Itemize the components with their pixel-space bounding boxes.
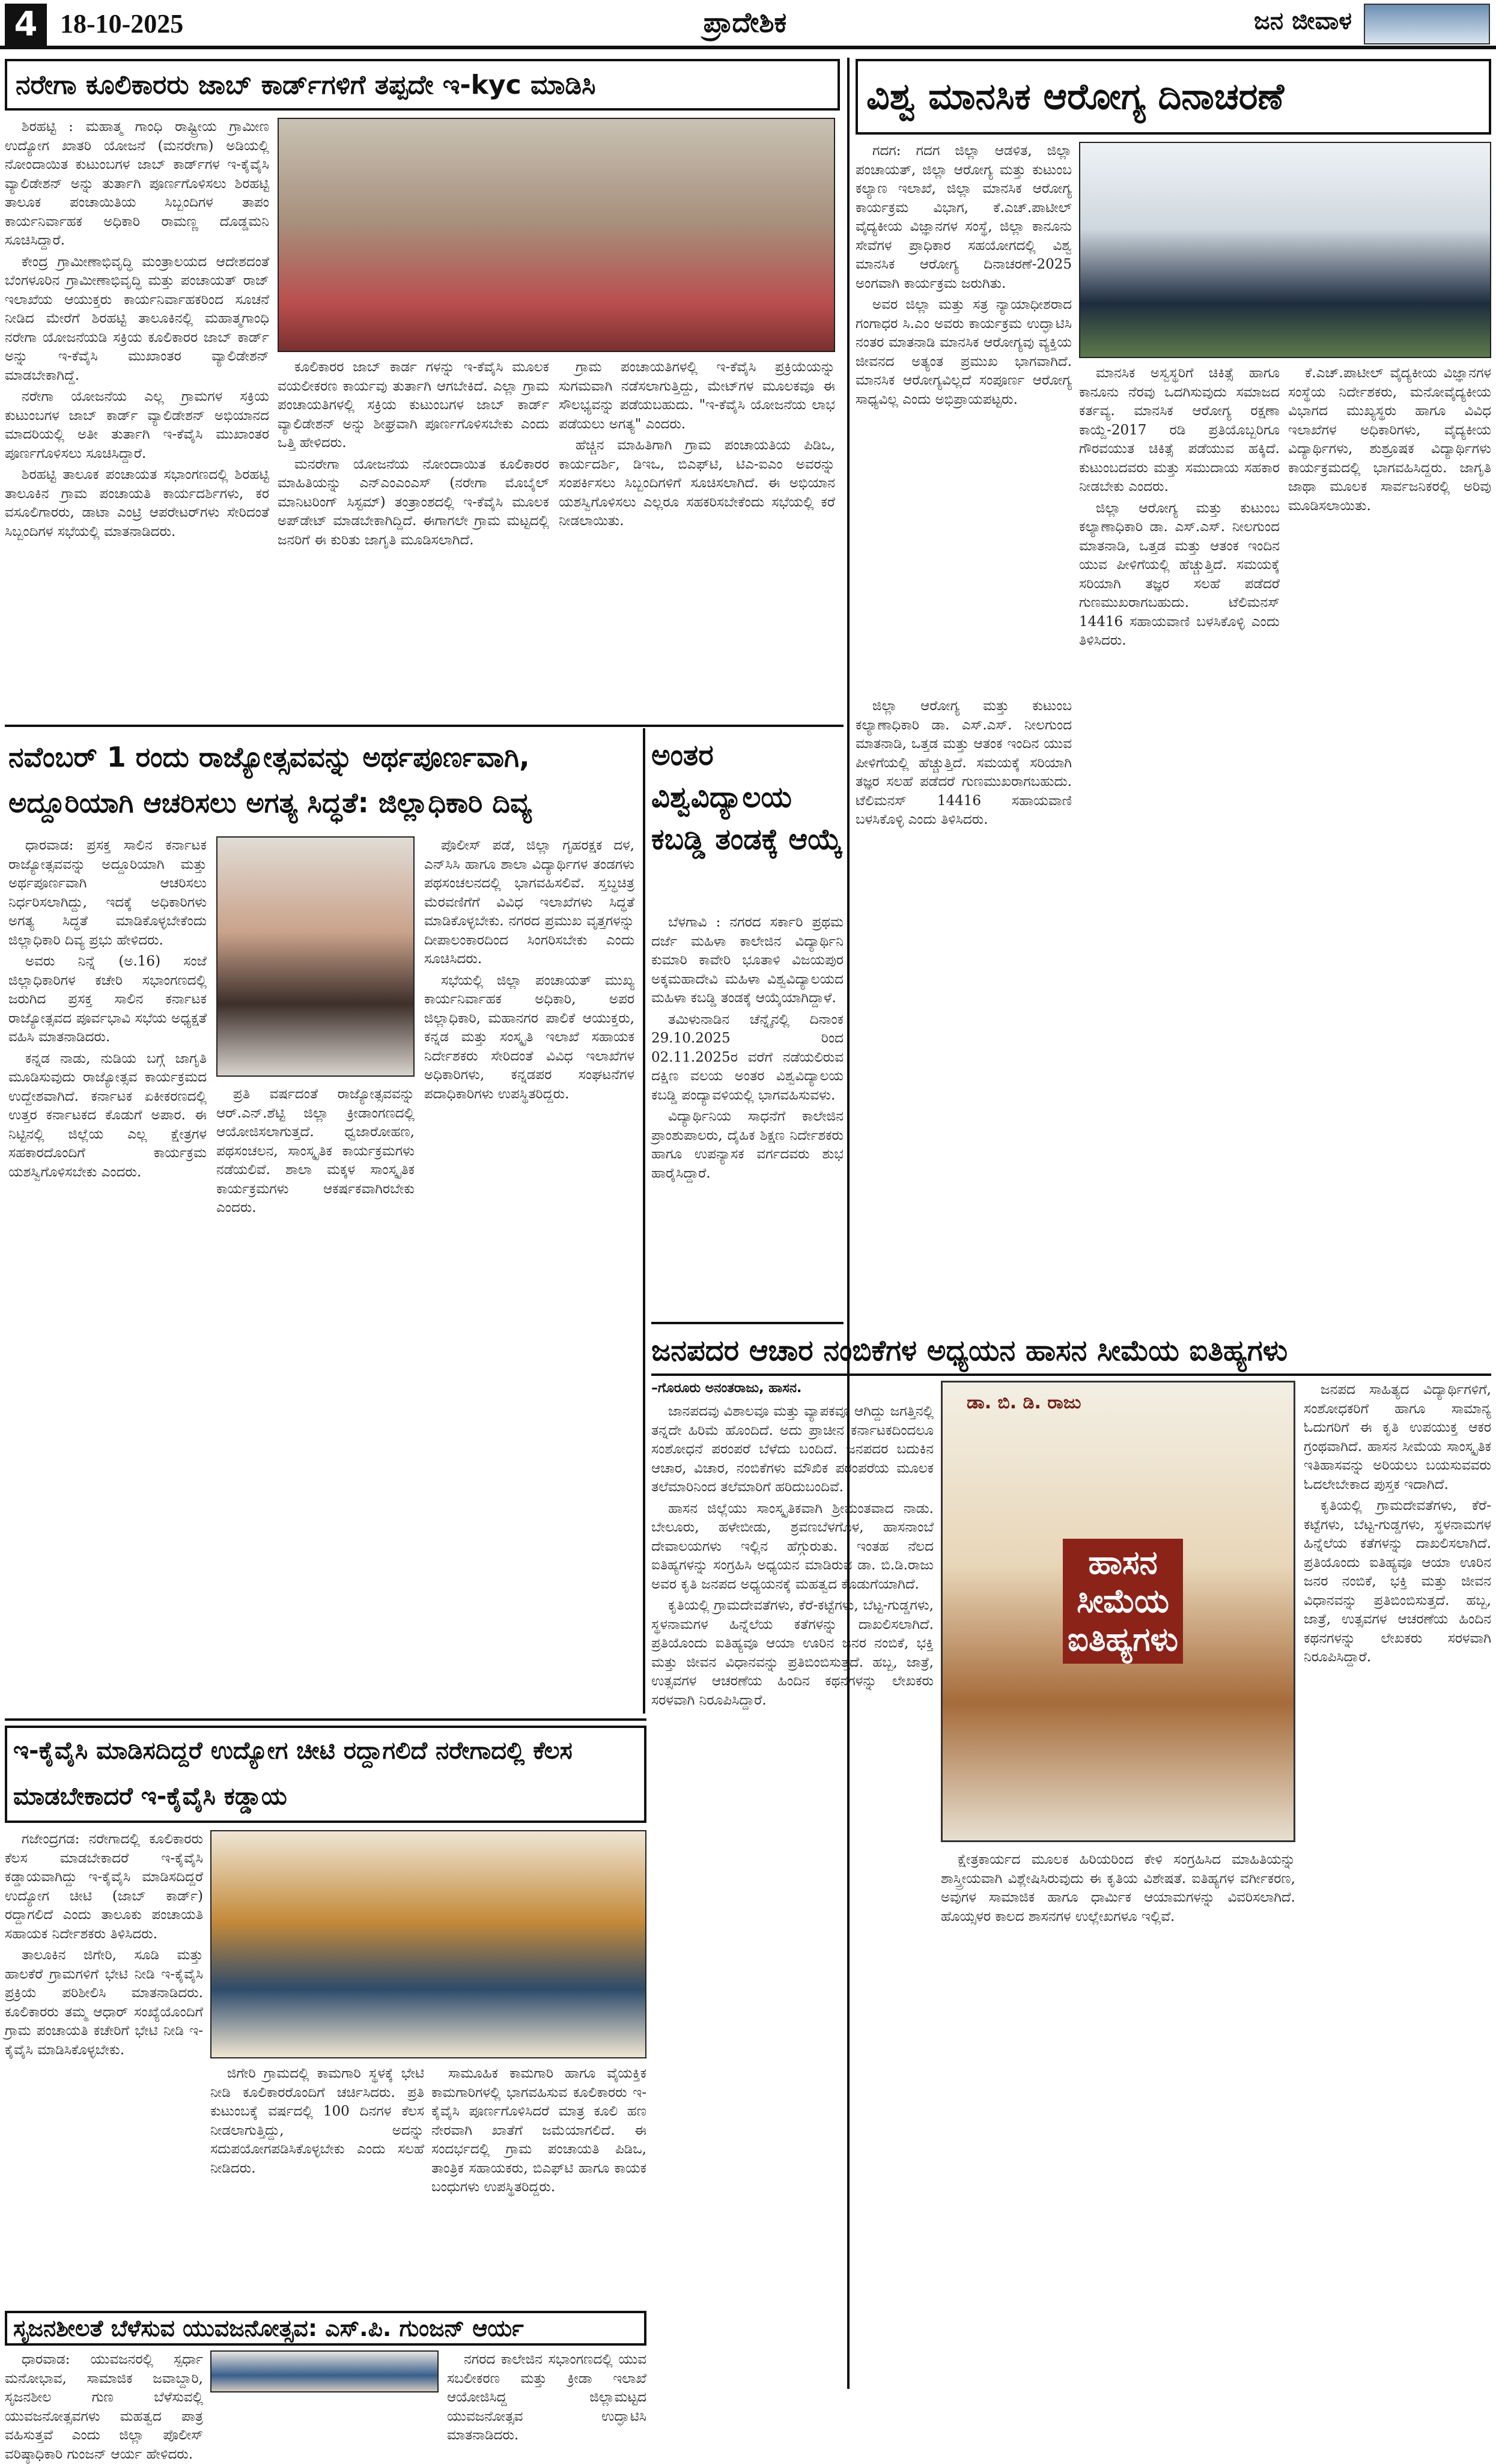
nrega-para: ಶಿರಹಟ್ಟಿ ತಾಲೂಕ ಪಂಚಾಯತ ಸಭಾಂಗಣದಲ್ಲಿ ಶಿರಹಟ್ಟಿ ತಾಲೂಕಿನ ಗ್ರಾಮ ಪಂಚಾಯತಿ ಕಾರ್ಯದರ್ಶಿಗಳು, ಕರ ವಸೂಲಿಗಾರರು, ಡಾಟಾ ಎಂಟ್ರಿ ಆಪರೇಟರ್‌ಗಳು ಸೇರಿದಂತೆ ಸಿಬ್ಬಂದಿಗಳ ಸಭೆಯಲ್ಲಿ ಮಾತನಾಡಿದರು. (5, 467, 269, 540)
section-divider (5, 1718, 646, 1721)
book-author: ಡಾ. ಬಿ. ಡಿ. ರಾಜು (967, 1392, 1081, 1413)
column-divider (643, 728, 645, 1714)
mental-health-para: ಮಾನಸಿಕ ಅಸ್ವಸ್ಥರಿಗೆ ಚಿಕಿತ್ಸೆ ಹಾಗೂ ಕಾನೂನು ನೆರವು ಒದಗಿಸುವುದು ಸಮಾಜದ ಕರ್ತವ್ಯ. ಮಾನಸಿಕ ಆರೋಗ್ಯ ರಕ್ಷಣಾ ಕಾಯ್ದೆ-2017 ರಡಿ ಪ್ರತಿಯೊಬ್ಬರಿಗೂ ಗೌರವಯುತ ಚಿಕಿತ್ಸೆ ಪಡೆಯುವ ಹಕ್ಕಿದೆ. ಕುಟುಂಬದವರು ಮತ್ತು ಸಮುದಾಯ ಸಹಕಾರ ನೀಡಬೇಕು ಎಂದರು. (1079, 365, 1280, 494)
youth-column-1 (5, 2350, 203, 2462)
ekyc-para: ತಾಲೂಕಿನ ಜಿಗೇರಿ, ಸೂಡಿ ಮತ್ತು ಹಾಲಕೆರೆ ಗ್ರಾಮಗಳಿಗೆ ಭೇಟಿ ನೀಡಿ ಇ-ಕೈವೈಸಿ ಪ್ರಕ್ರಿಯೆ ಪರಿಶೀಲಿಸಿ ಮಾತನಾಡಿದರು. ಕೂಲಿಕಾರರು ತಮ್ಮ ಆಧಾರ್ ಸಂಖ್ಯೆಯೊಂದಿಗೆ ಗ್ರಾಮ ಪಂಚಾಯತಿ ಕಚೇರಿಗೆ ಭೇಟಿ ನೀಡಿ ಇ-ಕೈವೈಸಿ ಮಾಡಿಸಿಕೊಳ್ಳಬೇಕು. (5, 1947, 203, 2058)
rajyotsava-para: ಅವರು ನಿನ್ನೆ (ಅ.16) ಸಂಜೆ ಜಿಲ್ಲಾಧಿಕಾರಿಗಳ ಕಚೇರಿ ಸಭಾಂಗಣದಲ್ಲಿ ಜರುಗಿದ ಪ್ರಸಕ್ತ ಸಾಲಿನ ಕರ್ನಾಟಕ ರಾಜ್ಯೋತ್ಸವದ ಪೂರ್ವಭಾವಿ ಸಭೆಯ ಅಧ್ಯಕ್ಷತೆ ವಹಿಸಿ ಮಾತನಾಡಿದರು. (8, 954, 207, 1045)
ekyc-column-1 (5, 1830, 203, 2305)
nrega-para: ನರೇಗಾ ಯೋಜನೆಯ ಎಲ್ಲ ಗ್ರಾಮಗಳ ಸಕ್ರಿಯ ಕುಟುಂಬಗಳ ಜಾಬ್ ಕಾರ್ಡ್ ವ್ಯಾಲಿಡೇಶನ್ ಅಭಿಯಾನದ ಮಾದರಿಯಲ್ಲಿ ಅತೀ ತುರ್ತಾಗಿ ಇ-ಕೆವೈಸಿ ಮುಖಾಂತರ ಪೂರ್ಣಗೊಳಿಸಲು ಸೂಚಿಸಿದ್ದಾರೆ. (5, 389, 269, 461)
mental-health-event-photo (1079, 142, 1491, 358)
rajyotsava-headline: ನವೆಂಬರ್ 1 ರಂದು ರಾಜ್ಯೋತ್ಸವವನ್ನು ಅರ್ಥಪೂರ್ಣವಾಗಿ, ಅದ್ದೂರಿಯಾಗಿ ಆಚರಿಸಲು ಅಗತ್ಯ ಸಿದ್ಧತೆ: ಜಿಲ್ಲಾಧಿಕಾರಿ ದಿವ್ಯ (8, 741, 532, 819)
hassan-para: ಕೃತಿಯಲ್ಲಿ ಗ್ರಾಮದೇವತೆಗಳು, ಕೆರೆ-ಕಟ್ಟೆಗಳು, ಬೆಟ್ಟ-ಗುಡ್ಡಗಳು, ಸ್ಥಳನಾಮಗಳ ಹಿನ್ನೆಲೆಯ ಕತೆಗಳನ್ನು ದಾಖಲಿಸಲಾಗಿದೆ. ಪ್ರತಿಯೊಂದು ಐತಿಹ್ಯವೂ ಆಯಾ ಊರಿನ ಜನರ ನಂಬಿಕೆ, ಭಕ್ತಿ ಮತ್ತು ಜೀವನ ವಿಧಾನವನ್ನು ಪ್ರತಿಬಿಂಬಿಸುತ್ತದೆ. ಹಬ್ಬ, ಜಾತ್ರೆ, ಉತ್ಸವಗಳ ಆಚರಣೆಯ ಹಿಂದಿನ ಕಥನಗಳನ್ನು ಲೇಖಕರು ಸರಳವಾಗಿ ನಿರೂಪಿಸಿದ್ದಾರೆ. (1304, 1498, 1491, 1665)
kabaddi-para: ಬೆಳಗಾವಿ : ನಗರದ ಸರ್ಕಾರಿ ಪ್ರಥಮ ದರ್ಜೆ ಮಹಿಳಾ ಕಾಲೇಜಿನ ವಿದ್ಯಾರ್ಥಿನಿ ಕುಮಾರಿ ಕಾವೇರಿ ಭೂತಾಳಿ ವಿಜಯಪುರ ಅಕ್ಕಮಹಾದೇವಿ ಮಹಿಳಾ ವಿಶ್ವವಿದ್ಯಾಲಯದ ಮಹಿಳಾ ಕಬಡ್ಡಿ ತಂಡಕ್ಕೆ ಆಯ್ಕೆಯಾಗಿದ್ದಾಳೆ. (651, 914, 844, 1006)
mental-health-para: ಗದಗ: ಗದಗ ಜಿಲ್ಲಾ ಆಡಳಿತ, ಜಿಲ್ಲಾ ಪಂಚಾಯತ್, ಜಿಲ್ಲಾ ಆರೋಗ್ಯ ಮತ್ತು ಕುಟುಂಬ ಕಲ್ಯಾಣ ಇಲಾಖೆ, ಜಿಲ್ಲಾ ಮಾನಸಿಕ ಆರೋಗ್ಯ ಕಾರ್ಯಕ್ರಮ ವಿಭಾಗ, ಕೆ.ಎಚ್.ಪಾಟೀಲ್ ವೈದ್ಯಕೀಯ ವಿಜ್ಞಾನಗಳ ಸಂಸ್ಥೆ, ಜಿಲ್ಲಾ ಕಾನೂನು ಸೇವೆಗಳ ಪ್ರಾಧಿಕಾರ ಸಹಯೋಗದಲ್ಲಿ ವಿಶ್ವ ಮಾನಸಿಕ ಆರೋಗ್ಯ ದಿನಾಚರಣೆ-2025 ಅಂಗವಾಗಿ ಕಾರ್ಯಕ್ರಮ ಜರುಗಿತು. (856, 143, 1072, 291)
nrega-para: ಗ್ರಾಮ ಪಂಚಾಯತಿಗಳಲ್ಲಿ ಇ-ಕೆವೈಸಿ ಪ್ರಕ್ರಿಯೆಯನ್ನು ಸುಗಮವಾಗಿ ನಡೆಸಲಾಗುತ್ತಿದ್ದು, ಮೇಟ್‌ಗಳ ಮೂಲಕವೂ ಈ ಸೌಲಭ್ಯವನ್ನು ಪಡೆಯಬಹುದು. "ಇ-ಕೆವೈಸಿ ಯೋಜನೆಯ ಲಾಭ ಪಡೆಯಲು ಅಗತ್ಯ" ಎಂದರು. (559, 359, 835, 432)
hassan-para: ಕ್ಷೇತ್ರಕಾರ್ಯದ ಮೂಲಕ ಹಿರಿಯರಿಂದ ಕೇಳಿ ಸಂಗ್ರಹಿಸಿದ ಮಾಹಿತಿಯನ್ನು ಶಾಸ್ತ್ರೀಯವಾಗಿ ವಿಶ್ಲೇಷಿಸಿರುವುದು ಈ ಕೃತಿಯ ವಿಶೇಷತೆ. ಐತಿಹ್ಯಗಳ ವರ್ಗೀಕರಣ, ಅವುಗಳ ಸಾಮಾಜಿಕ ಹಾಗೂ ಧಾರ್ಮಿಕ ಆಯಾಮಗಳನ್ನು ವಿವರಿಸಲಾಗಿದೆ. ಹೊಯ್ಸಳರ ಕಾಲದ ಶಾಸನಗಳ ಉಲ್ಲೇಖಗಳೂ ಇಲ್ಲಿವೆ. (941, 1852, 1295, 1924)
book-cover-image (941, 1381, 1295, 1842)
youth-column-2 (447, 2350, 646, 2443)
kabaddi-body (651, 913, 844, 1334)
mental-health-para: ಅವರ ಜಿಲ್ಲಾ ಮತ್ತು ಸತ್ರ ನ್ಯಾಯಾಧೀಶರಾದ ಗಂಗಾಧರ ಸಿ.ಎಂ ಅವರು ಕಾರ್ಯಕ್ರಮ ಉದ್ಘಾಟಿಸಿ ನಂತರ ಮಾತನಾಡಿ ಮಾನಸಿಕ ಆರೋಗ್ಯವು ವ್ಯಕ್ತಿಯ ಜೀವನದ ಅತ್ಯಂತ ಪ್ರಮುಖ ಭಾಗವಾಗಿದೆ. ಮಾನಸಿಕ ಆರೋಗ್ಯವಿಲ್ಲದೆ ಸಂಪೂರ್ಣ ಆರೋಗ್ಯ ಸಾಧ್ಯವಿಲ್ಲ ಎಂದು ಅಭಿಪ್ರಾಯಪಟ್ಟರು. (856, 297, 1072, 407)
mental-health-para: ಕೆ.ಎಚ್.ಪಾಟೀಲ್ ವೈದ್ಯಕೀಯ ವಿಜ್ಞಾನಗಳ ಸಂಸ್ಥೆಯ ನಿರ್ದೇಶಕರು, ಮನೋವೈದ್ಯಕೀಯ ವಿಭಾಗದ ಮುಖ್ಯಸ್ಥರು ಹಾಗೂ ವಿವಿಧ ಇಲಾಖೆಗಳ ಅಧಿಕಾರಿಗಳು, ವೈದ್ಯಕೀಯ ವಿದ್ಯಾರ್ಥಿಗಳು, ಶುಶ್ರೂಷಕ ವಿದ್ಯಾರ್ಥಿಗಳು ಕಾರ್ಯಕ್ರಮದಲ್ಲಿ ಭಾಗವಹಿಸಿದ್ದರು. ಜಾಗೃತಿ ಜಾಥಾ ಮೂಲಕ ಸಾರ್ವಜನಿಕರಲ್ಲಿ ಅರಿವು ಮೂಡಿಸಲಾಯಿತು. (1288, 365, 1491, 514)
hassan-para: ಹಾಸನ ಜಿಲ್ಲೆಯು ಸಾಂಸ್ಕೃತಿಕವಾಗಿ ಶ್ರೀಮಂತವಾದ ನಾಡು. ಬೇಲೂರು, ಹಳೇಬೀಡು, ಶ್ರವಣಬೆಳಗೊಳ, ಹಾಸನಾಂಬೆ ದೇವಾಲಯಗಳು ಇಲ್ಲಿನ ಹೆಗ್ಗುರುತು. ಇಂತಹ ನೆಲದ ಐತಿಹ್ಯಗಳನ್ನು ಸಂಗ್ರಹಿಸಿ ಅಧ್ಯಯನ ಮಾಡಿರುವ ಡಾ. ಬಿ.ಡಿ.ರಾಜು ಅವರ ಕೃತಿ ಜನಪದ ಅಧ್ಯಯನಕ್ಕೆ ಮಹತ್ವದ ಕೊಡುಗೆಯಾಗಿದೆ. (651, 1500, 934, 1592)
youth-event-photo (210, 2350, 439, 2393)
issue-date: 18-10-2025 (60, 9, 184, 38)
masthead-title: ಜನ ಜೀವಾಳ (1254, 7, 1352, 35)
nrega-para: ಕೂಲಿಕಾರರ ಜಾಬ್ ಕಾರ್ಡ ಗಳನ್ನು ಇ-ಕೆವೈಸಿ ಮೂಲಕ ವಯಲೀಕರಣ ಕಾರ್ಯವು ತುರ್ತಾಗಿ ಆಗಬೇಕಿದೆ. ಎಲ್ಲಾ ಗ್ರಾಮ ಪಂಚಾಯತಿಗಳಲ್ಲಿ ಸಕ್ರಿಯ ಕುಟುಂಬಗಳ ಜಾಬ್ ಕಾರ್ಡ್ ವ್ಯಾಲಿಡೇಶನ್ ಅನ್ನು ಶೀಘ್ರವಾಗಿ ಪೂರ್ಣಗೊಳಿಸಬೇಕು ಎಂದು ಒತ್ತಿ ಹೇಳಿದರು. (278, 359, 549, 451)
collector-portrait-photo (216, 836, 415, 1077)
nrega-column-1 (5, 118, 269, 719)
rajyotsava-para: ಧಾರವಾಡ: ಪ್ರಸಕ್ತ ಸಾಲಿನ ಕರ್ನಾಟಕ ರಾಜ್ಯೋತ್ಸವವನ್ನು ಅದ್ದೂರಿಯಾಗಿ ಮತ್ತು ಅರ್ಥಪೂರ್ಣವಾಗಿ ಆಚರಿಸಲು ನಿರ್ಧರಿಸಲಾಗಿದ್ದು, ಇದಕ್ಕೆ ಅಧಿಕಾರಿಗಳು ಅಗತ್ಯ ಸಿದ್ಧತೆ ಮಾಡಿಕೊಳ್ಳಬೇಕೆಂದು ಜಿಲ್ಲಾಧಿಕಾರಿ ದಿವ್ಯ ಪ್ರಭು ಹೇಳಿದರು. (8, 838, 207, 948)
rajyotsava-para: ಪೊಲೀಸ್ ಪಡೆ, ಜಿಲ್ಲಾ ಗೃಹರಕ್ಷಕ ದಳ, ಎನ್‌ಸಿಸಿ ಹಾಗೂ ಶಾಲಾ ವಿದ್ಯಾರ್ಥಿಗಳ ತಂಡಗಳು ಪಥಸಂಚಲನದಲ್ಲಿ ಭಾಗವಹಿಸಲಿವೆ. ಸ್ತಬ್ಧಚಿತ್ರ ಮೆರವಣಿಗೆಗೆ ವಿವಿಧ ಇಲಾಖೆಗಳು ಸಿದ್ಧತೆ ಮಾಡಿಕೊಳ್ಳಬೇಕು. ನಗರದ ಪ್ರಮುಖ ವೃತ್ತಗಳನ್ನು ದೀಪಾಲಂಕಾರದಿಂದ ಸಿಂಗರಿಸಬೇಕು ಎಂದು ಸೂಚಿಸಿದರು. (424, 838, 634, 967)
mental-health-headline: ವಿಶ್ವ ಮಾನಸಿಕ ಆರೋಗ್ಯ ದಿನಾಚರಣೆ (856, 59, 1491, 135)
ekyc-column-3 (431, 2064, 646, 2305)
mental-health-column-1 (856, 142, 1072, 695)
nrega-para: ಕೇಂದ್ರ ಗ್ರಾಮೀಣಾಭಿವೃದ್ಧಿ ಮಂತ್ರಾಲಯದ ಆದೇಶದಂತೆ ಬೆಂಗಳೂರಿನ ಗ್ರಾಮೀಣಾಭಿವೃದ್ಧಿ ಮತ್ತು ಪಂಚಾಯತ್ ರಾಜ್ ಇಲಾಖೆಯ ಆಯುಕ್ತರು ಕಾರ್ಯನಿರ್ವಾಹಕರಿಂದ ಸೂಚನೆ ನೀಡಿದ ಮೇರೆಗೆ ಶಿರಹಟ್ಟಿ ತಾಲೂಕಿನಲ್ಲಿ ಮಹಾತ್ಮಗಾಂಧಿ ನರೇಗಾ ಯೋಜನೆಯಡಿ ಸಕ್ರಿಯ ಕೂಲಿಕಾರರ ಜಾಬ್ ಕಾರ್ಡ್ ಅನ್ನು ಇ-ಕೆವೈಸಿ ಮುಖಾಂತರ ವ್ಯಾಲಿಡೇಶನ್ ಮಾಡಬೇಕಾಗಿದ್ದೆ. (5, 254, 269, 383)
page-number: 4 (5, 4, 47, 46)
rajyotsava-column-3 (424, 836, 634, 1708)
book-title: ಹಾಸನ ಸೀಮೆಯ ಐತಿಹ್ಯಗಳು (1063, 1539, 1183, 1664)
nrega-column-3 (559, 358, 835, 719)
ekyc-headline: ಇ-ಕೈವೈಸಿ ಮಾಡಿಸದಿದ್ದರೆ ಉದ್ಯೋಗ ಚೀಟಿ ರದ್ದಾಗಲಿದೆ ನರೇಗಾದಲ್ಲಿ ಕೆಲಸ ಮಾಡಬೇಕಾದರೆ ಇ-ಕೈವೈಸಿ ಕಡ್ಡಾಯ (5, 1726, 646, 1823)
hassan-para: ಜನಪದ ಸಾಹಿತ್ಯದ ವಿದ್ಯಾರ್ಥಿಗಳಿಗೆ, ಸಂಶೋಧಕರಿಗೆ ಹಾಗೂ ಸಾಮಾನ್ಯ ಓದುಗರಿಗೆ ಈ ಕೃತಿ ಉಪಯುಕ್ತ ಆಕರ ಗ್ರಂಥವಾಗಿದೆ. ಹಾಸನ ಸೀಮೆಯ ಸಾಂಸ್ಕೃತಿಕ ಇತಿಹಾಸವನ್ನು ಅರಿಯಲು ಬಯಸುವವರು ಓದಲೇಬೇಕಾದ ಪುಸ್ತಕ ಇದಾಗಿದೆ. (1304, 1382, 1491, 1492)
ekyc-field-photo (210, 1830, 646, 2058)
rajyotsava-para: ಸಭೆಯಲ್ಲಿ ಜಿಲ್ಲಾ ಪಂಚಾಯತ್ ಮುಖ್ಯ ಕಾರ್ಯನಿರ್ವಾಹಕ ಅಧಿಕಾರಿ, ಅಪರ ಜಿಲ್ಲಾಧಿಕಾರಿ, ಮಹಾನಗರ ಪಾಲಿಕೆ ಆಯುಕ್ತರು, ಕನ್ನಡ ಮತ್ತು ಸಂಸ್ಕೃತಿ ಇಲಾಖೆ ಸಹಾಯಕ ನಿರ್ದೇಶಕರು ಸೇರಿದಂತೆ ವಿವಿಧ ಇಲಾಖೆಗಳ ಅಧಿಕಾರಿಗಳು, ಕನ್ನಡಪರ ಸಂಘಟನೆಗಳ ಪದಾಧಿಕಾರಿಗಳು ಉಪಸ್ಥಿತರಿದ್ದರು. (424, 972, 634, 1102)
section-divider (5, 725, 844, 727)
hassan-column-2 (941, 1851, 1295, 2388)
hassan-column-1 (651, 1402, 934, 2388)
kabaddi-para: ತಮಿಳುನಾಡಿನ ಚೆನ್ನೈನಲ್ಲಿ ದಿನಾಂಕ 29.10.2025 ರಿಂದ 02.11.2025ರ ವರೆಗೆ ನಡೆಯಲಿರುವ ದಕ್ಷಿಣ ವಲಯ ಅಂತರ ವಿಶ್ವವಿದ್ಯಾಲಯ ಕಬಡ್ಡಿ ಪಂದ್ಯಾವಳಿಯಲ್ಲಿ ಭಾಗವಹಿಸುವಳು. (651, 1011, 844, 1103)
ekyc-para: ಜಿಗೇರಿ ಗ್ರಾಮದಲ್ಲಿ ಕಾಮಗಾರಿ ಸ್ಥಳಕ್ಕೆ ಭೇಟಿ ನೀಡಿ ಕೂಲಿಕಾರರೊಂದಿಗೆ ಚರ್ಚಿಸಿದರು. ಪ್ರತಿ ಕುಟುಂಬಕ್ಕೆ ವರ್ಷದಲ್ಲಿ 100 ದಿನಗಳ ಕೆಲಸ ನೀಡಲಾಗುತ್ತಿದ್ದು, ಅದನ್ನು ಸದುಪಯೋಗಪಡಿಸಿಕೊಳ್ಳಬೇಕು ಎಂದು ಸಲಹೆ ನೀಡಿದರು. (210, 2066, 424, 2176)
nrega-para: ಹೆಚ್ಚಿನ ಮಾಹಿತಿಗಾಗಿ ಗ್ರಾಮ ಪಂಚಾಯತಿಯ ಪಿಡಿಒ, ಕಾರ್ಯದರ್ಶಿ, ಡಿಇಒ, ಬಿಎಫ್‌ಟಿ, ಟಿಎ-ಐಎಂ ಅವರನ್ನು ಸಂಪರ್ಕಿಸಲು ಸಿಬ್ಬಂದಿಗಳಿಗೆ ಸೂಚಿಸಲಾಗಿದೆ. ಈ ಅಭಿಯಾನ ಯಶಸ್ವಿಗೊಳಿಸಲು ಎಲ್ಲರೂ ಸಹಕರಿಸಬೇಕೆಂದು ಸಭೆಯಲ್ಲಿ ಕರೆ ನೀಡಲಾಯಿತು. (559, 437, 835, 529)
youth-headline: ಸೃಜನಶೀಲತೆ ಬೆಳೆಸುವ ಯುವಜನೋತ್ಸವ: ಎಸ್.ಪಿ. ಗುಂಜನ್ ಆರ್ಯ (5, 2311, 646, 2346)
hassan-byline: –ಗೊರೂರು ಅನಂತರಾಜು, ಹಾಸನ. (651, 1381, 802, 1396)
rajyotsava-column-1 (8, 836, 207, 1708)
ekyc-column-2 (210, 2064, 424, 2305)
nrega-column-2 (278, 358, 549, 719)
rajyotsava-column-2 (216, 1085, 415, 1708)
kabaddi-para: ವಿದ್ಯಾರ್ಥಿನಿಯ ಸಾಧನೆಗೆ ಕಾಲೇಜಿನ ಪ್ರಾಂಶುಪಾಲರು, ದೈಹಿಕ ಶಿಕ್ಷಣ ನಿರ್ದೇಶಕರು ಹಾಗೂ ಉಪನ್ಯಾಸಕ ವರ್ಗದವರು ಶುಭ ಹಾರೈಸಿದ್ದಾರೆ. (651, 1109, 844, 1181)
section-divider (651, 1322, 844, 1324)
section-name: ಪ್ರಾದೇಶಿಕ (703, 6, 787, 38)
mental-health-para: ಜಿಲ್ಲಾ ಆರೋಗ್ಯ ಮತ್ತು ಕುಟುಂಬ ಕಲ್ಯಾಣಾಧಿಕಾರಿ ಡಾ. ಎಸ್.ಎಸ್. ನೀಲಗುಂದ ಮಾತನಾಡಿ, ಒತ್ತಡ ಮತ್ತು ಆತಂಕ ಇಂದಿನ ಯುವ ಪೀಳಿಗೆಯಲ್ಲಿ ಹೆಚ್ಚುತ್ತಿದೆ. ಸಮಯಕ್ಕೆ ಸರಿಯಾಗಿ ತಜ್ಞರ ಸಲಹೆ ಪಡೆದರೆ ಗುಣಮುಖರಾಗಬಹುದು. ಟೆಲಿಮನಸ್ 14416 ಸಹಾಯವಾಣಿ ಬಳಸಿಕೊಳ್ಳಿ ಎಂದು ತಿಳಿಸಿದರು. (1079, 500, 1280, 648)
nrega-para: ಮನರೇಗಾ ಯೋಜನೆಯ ನೋಂದಾಯಿತ ಕೂಲಿಕಾರರ ಮಾಹಿತಿಯನ್ನು ಎನ್‌ಎಂಎಂಎಸ್ (ನರೇಗಾ ಮೊಬೈಲ್ ಮಾನಿಟರಿಂಗ್ ಸಿಸ್ಟಮ್) ತಂತ್ರಾಂಶದಲ್ಲಿ ಇ-ಕೆವೈಸಿ ಮೂಲಕ ಅಪ್‌ಡೇಟ್ ಮಾಡಬೇಕಾಗಿದ್ದಿದೆ. ಈಗಾಗಲೇ ಗ್ರಾಮ ಮಟ್ಟದಲ್ಲಿ ಜನರಿಗೆ ಈ ಕುರಿತು ಜಾಗೃತಿ ಮೂಡಿಸಲಾಗಿದೆ. (278, 456, 549, 548)
ekyc-para: ಗಜೇಂದ್ರಗಡ: ನರೇಗಾದಲ್ಲಿ ಕೂಲಿಕಾರರು ಕೆಲಸ ಮಾಡಬೇಕಾದರೆ ಇ-ಕೈವೈಸಿ ಕಡ್ಡಾಯವಾಗಿದ್ದು ಇ-ಕೈವೈಸಿ ಮಾಡಿಸದಿದ್ದರೆ ಉದ್ಯೋಗ ಚೀಟಿ (ಜಾಬ್ ಕಾರ್ಡ್) ರದ್ದಾಗಲಿದೆ ಎಂದು ತಾಲೂಕು ಪಂಚಾಯತಿ ಸಹಾಯಕ ನಿರ್ದೇಶಕರು ತಿಳಿಸಿದರು. (5, 1831, 203, 1942)
nrega-headline: ನರೇಗಾ ಕೂಲಿಕಾರರು ಜಾಬ್ ಕಾರ್ಡ್‌ಗಳಿಗೆ ತಪ್ಪದೇ ಇ-kyc ಮಾಡಿಸಿ (5, 59, 840, 111)
masthead-logo (1364, 4, 1490, 44)
mental-health-para: ಜಿಲ್ಲಾ ಆರೋಗ್ಯ ಮತ್ತು ಕುಟುಂಬ ಕಲ್ಯಾಣಾಧಿಕಾರಿ ಡಾ. ಎಸ್.ಎಸ್. ನೀಲಗುಂದ ಮಾತನಾಡಿ, ಒತ್ತಡ ಮತ್ತು ಆತಂಕ ಇಂದಿನ ಯುವ ಪೀಳಿಗೆಯಲ್ಲಿ ಹೆಚ್ಚುತ್ತಿದೆ. ಸಮಯಕ್ಕೆ ಸರಿಯಾಗಿ ತಜ್ಞರ ಸಲಹೆ ಪಡೆದರೆ ಗುಣಮುಖರಾಗಬಹುದು. ಟೆಲಿಮನಸ್ 14416 ಸಹಾಯವಾಣಿ ಬಳಸಿಕೊಳ್ಳಿ ಎಂದು ತಿಳಿಸಿದರು. (856, 698, 1072, 827)
ekyc-para: ಸಾಮೂಹಿಕ ಕಾಮಗಾರಿ ಹಾಗೂ ವೈಯಕ್ತಿಕ ಕಾಮಗಾರಿಗಳಲ್ಲಿ ಭಾಗವಹಿಸುವ ಕೂಲಿಕಾರರು ಇ-ಕೈವೈಸಿ ಪೂರ್ಣಗೊಳಿಸಿದರೆ ಮಾತ್ರ ಕೂಲಿ ಹಣ ನೇರವಾಗಿ ಖಾತೆಗೆ ಜಮೆಯಾಗಲಿದೆ. ಈ ಸಂದರ್ಭದಲ್ಲಿ ಗ್ರಾಮ ಪಂಚಾಯತಿ ಪಿಡಿಒ, ತಾಂತ್ರಿಕ ಸಹಾಯಕರು, ಬಿಎಫ್‌ಟಿ ಹಾಗೂ ಕಾಯಕ ಬಂಧುಗಳು ಉಪಸ್ಥಿತರಿದ್ದರು. (431, 2066, 646, 2195)
youth-para: ಧಾರವಾಡ: ಯುವಜನರಲ್ಲಿ ಸ್ಪರ್ಧಾ ಮನೋಭಾವ, ಸಾಮಾಜಿಕ ಜವಾಬ್ದಾರಿ, ಸೃಜನಶೀಲ ಗುಣ ಬೆಳೆಸುವಲ್ಲಿ ಯುವಜನೋತ್ಸವಗಳು ಮಹತ್ವದ ಪಾತ್ರ ವಹಿಸುತ್ತವೆ ಎಂದು ಜಿಲ್ಲಾ ಪೊಲೀಸ್ ವರಿಷ್ಠಾಧಿಕಾರಿ ಗುಂಜನ್ ಆರ್ಯ ಹೇಳಿದರು. (5, 2352, 203, 2462)
hassan-column-3 (1304, 1381, 1491, 2388)
rajyotsava-para: ಪ್ರತಿ ವರ್ಷದಂತೆ ರಾಜ್ಯೋತ್ಸವವನ್ನು ಆರ್.ಎನ್.ಶೆಟ್ಟಿ ಜಿಲ್ಲಾ ಕ್ರೀಡಾಂಗಣದಲ್ಲಿ ಆಯೋಜಿಸಲಾಗುತ್ತದೆ. ಧ್ವಜಾರೋಹಣ, ಪಥಸಂಚಲನ, ಸಾಂಸ್ಕೃತಿಕ ಕಾರ್ಯಕ್ರಮಗಳು ನಡೆಯಲಿವೆ. ಶಾಲಾ ಮಕ್ಕಳ ಸಾಂಸ್ಕೃತಿಕ ಕಾರ್ಯಕ್ರಮಗಳು ಆಕರ್ಷಕವಾಗಿರಬೇಕು ಎಂದರು. (216, 1086, 415, 1215)
nrega-meeting-photo (278, 118, 835, 352)
rajyotsava-para: ಕನ್ನಡ ನಾಡು, ನುಡಿಯ ಬಗ್ಗೆ ಜಾಗೃತಿ ಮೂಡಿಸುವುದು ರಾಜ್ಯೋತ್ಸವ ಕಾರ್ಯಕ್ರಮದ ಉದ್ದೇಶವಾಗಿದೆ. ಕರ್ನಾಟಕ ಏಕೀಕರಣದಲ್ಲಿ ಉತ್ತರ ಕರ್ನಾಟಕದ ಕೊಡುಗೆ ಅಪಾರ. ಈ ನಿಟ್ಟಿನಲ್ಲಿ ಜಿಲ್ಲೆಯ ಎಲ್ಲ ಕ್ಷೇತ್ರಗಳ ಸಹಕಾರದೊಂದಿಗೆ ಕಾರ್ಯಕ್ರಮ ಯಶಸ್ವಿಗೊಳಿಸಬೇಕು ಎಂದರು. (8, 1050, 207, 1180)
mental-health-column-1b (856, 697, 1072, 1500)
hassan-para: ಕೃತಿಯಲ್ಲಿ ಗ್ರಾಮದೇವತೆಗಳು, ಕೆರೆ-ಕಟ್ಟೆಗಳು, ಬೆಟ್ಟ-ಗುಡ್ಡಗಳು, ಸ್ಥಳನಾಮಗಳ ಹಿನ್ನೆಲೆಯ ಕತೆಗಳನ್ನು ದಾಖಲಿಸಲಾಗಿದೆ. ಪ್ರತಿಯೊಂದು ಐತಿಹ್ಯವೂ ಆಯಾ ಊರಿನ ಜನರ ನಂಬಿಕೆ, ಭಕ್ತಿ ಮತ್ತು ಜೀವನ ವಿಧಾನವನ್ನು ಪ್ರತಿಬಿಂಬಿಸುತ್ತದೆ. ಹಬ್ಬ, ಜಾತ್ರೆ, ಉತ್ಸವಗಳ ಆಚರಣೆಯ ಹಿಂದಿನ ಕಥನಗಳನ್ನು ಲೇಖಕರು ಸರಳವಾಗಿ ನಿರೂಪಿಸಿದ್ದಾರೆ. (651, 1598, 934, 1708)
hassan-para: ಜಾನಪದವು ವಿಶಾಲವೂ ಮತ್ತು ವ್ಯಾಪಕವೂ ಆಗಿದ್ದು ಜಗತ್ತಿನಲ್ಲಿ ತನ್ನದೇ ಹಿರಿಮೆ ಹೊಂದಿದೆ. ಅದು ಪ್ರಾಚೀನ ಕರ್ನಾಟಕದಿಂದಲೂ ಸಂಶೋಧನೆ ಪರಂಪರೆ ಬೆಳೆದು ಬಂದಿದೆ. ಜನಪದರ ಬದುಕಿನ ಆಚಾರ, ವಿಚಾರ, ನಂಬಿಕೆಗಳು ಮೌಖಿಕ ಪರಂಪರೆಯ ಮೂಲಕ ತಲೆಮಾರಿನಿಂದ ತಲೆಮಾರಿಗೆ ಹರಿದುಬಂದಿವೆ. (651, 1404, 934, 1495)
hassan-headline: ಜನಪದರ ಆಚಾರ ನಂಬಿಕೆಗಳ ಅಧ್ಯಯನ ಹಾಸನ ಸೀಮೆಯ ಐತಿಹ್ಯಗಳು (651, 1328, 1491, 1376)
kabaddi-headline: ಅಂತರ ವಿಶ್ವವಿದ್ಯಾಲಯ ಕಬಡ್ಡಿ ತಂಡಕ್ಕೆ ಆಯ್ಕೆ (651, 738, 843, 856)
youth-para: ನಗರದ ಕಾಲೇಜಿನ ಸಭಾಂಗಣದಲ್ಲಿ ಯುವ ಸಬಲೀಕರಣ ಮತ್ತು ಕ್ರೀಡಾ ಇಲಾಖೆ ಆಯೋಜಿಸಿದ್ದ ಜಿಲ್ಲಾಮಟ್ಟದ ಯುವಜನೋತ್ಸವ ಉದ್ಘಾಟಿಸಿ ಮಾತನಾಡಿದರು. (447, 2352, 646, 2443)
nrega-para: ಶಿರಹಟ್ಟಿ : ಮಹಾತ್ಮ ಗಾಂಧಿ ರಾಷ್ಟ್ರೀಯ ಗ್ರಾಮೀಣ ಉದ್ಯೋಗ ಖಾತರಿ ಯೋಜನೆ (ಮನರೇಗಾ) ಅಡಿಯಲ್ಲಿ ನೋಂದಾಯಿತ ಕುಟುಂಬಗಳ ಜಾಬ್ ಕಾರ್ಡ್‌ಗಳ ಇ-ಕೈವೈಸಿ ವ್ಯಾಲಿಡೇಶನ್ ಅನ್ನು ತುರ್ತಾಗಿ ಪೂರ್ಣಗೊಳಿಸಲು ಶಿರಹಟ್ಟಿ ತಾಲೂಕ ಪಂಚಾಯಿತಿಯ ಸಿಬ್ಬಂದಿಗಳ ತಾಪಂ ಕಾರ್ಯನಿರ್ವಾಹಕ ಅಧಿಕಾರಿ ರಾಮಣ್ಣ ದೊಡ್ಡಮನಿ ಸೂಚಿಸಿದ್ದಾರೆ. (5, 119, 269, 248)
